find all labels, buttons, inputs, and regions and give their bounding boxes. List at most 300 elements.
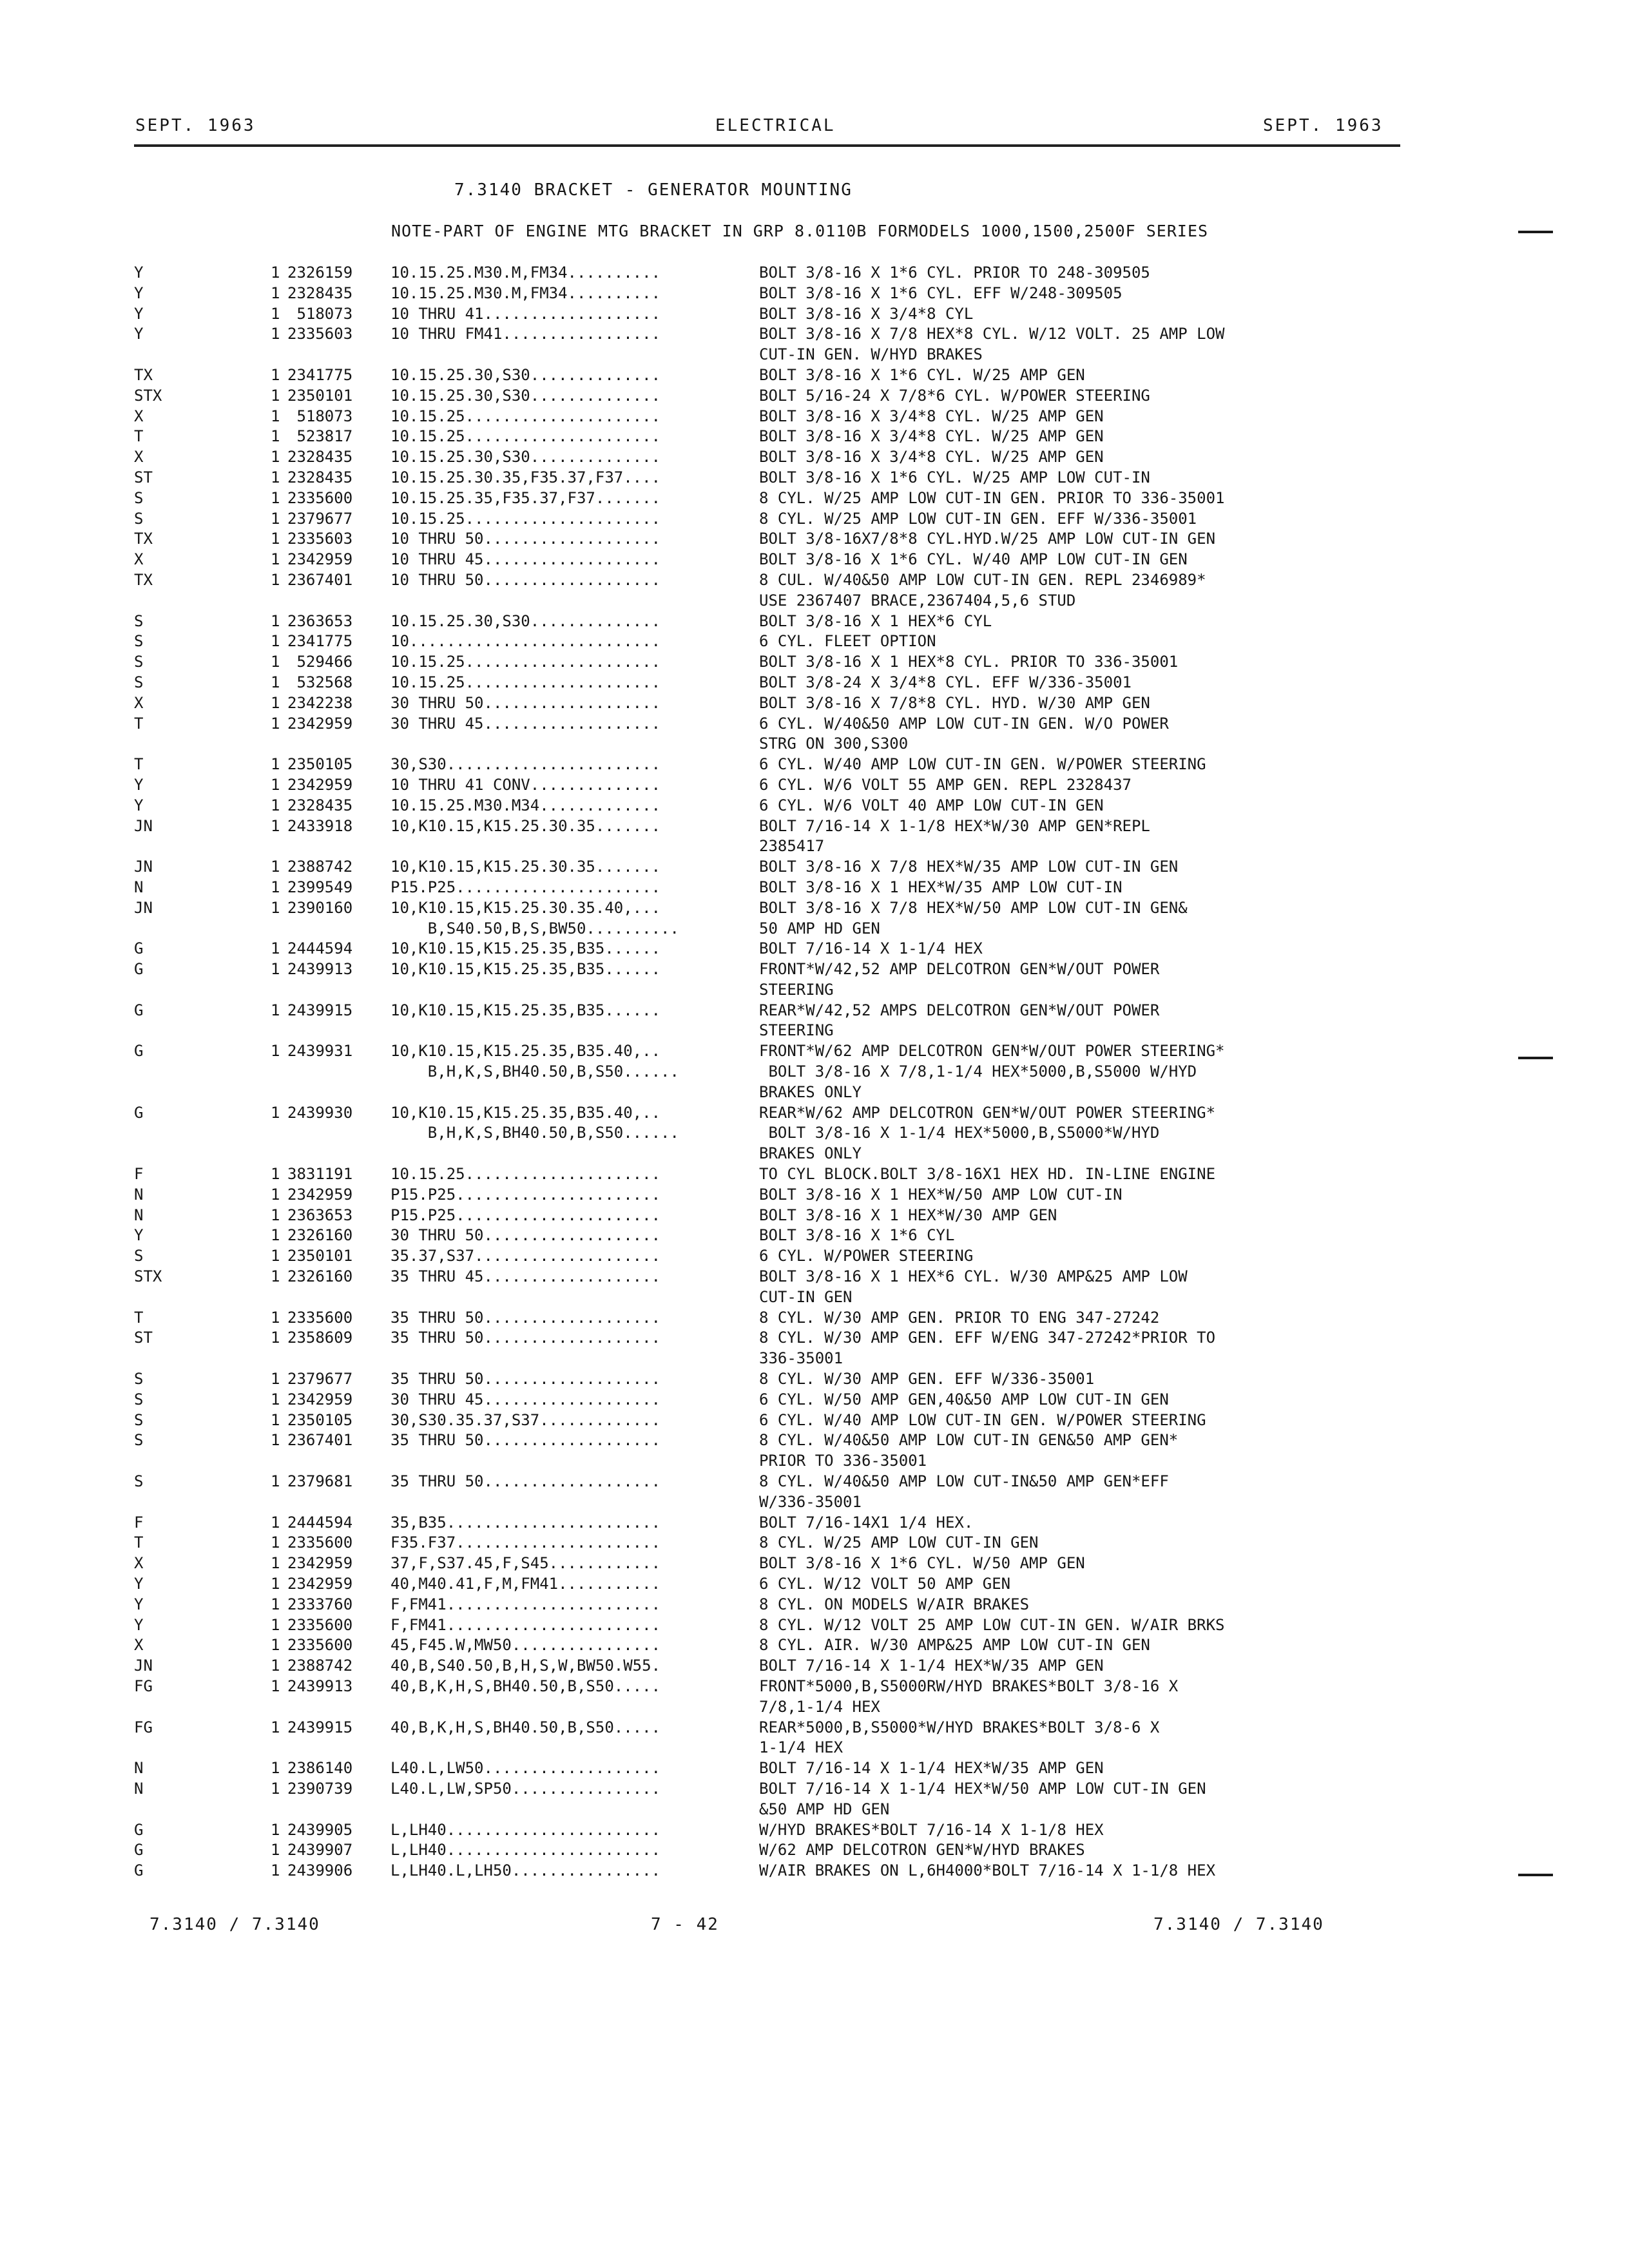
model-applicability: B,H,K,S,BH40.50,B,S50......	[390, 1124, 679, 1142]
part-description: BOLT 3/8-16 X 1*6 CYL. PRIOR TO 248-309505	[759, 264, 1150, 282]
quantity: 1	[271, 1759, 280, 1778]
parts-row	[0, 550, 1629, 570]
parts-row	[0, 714, 1629, 735]
part-description: REAR*W/62 AMP DELCOTRON GEN*W/OUT POWER STEERING*	[759, 1103, 1216, 1122]
model-code: G	[134, 1841, 144, 1860]
parts-row	[0, 939, 1629, 959]
model-code: G	[134, 1042, 144, 1061]
model-applicability: 30,S30.......................	[390, 755, 661, 774]
parts-row	[0, 1656, 1629, 1677]
part-description: BOLT 3/8-16 X 1 HEX*8 CYL. PRIOR TO 336-35001	[759, 653, 1179, 671]
parts-row	[0, 1267, 1629, 1287]
parts-row	[0, 284, 1629, 304]
part-description: BOLT 3/8-16 X 1*6 CYL. EFF W/248-309505	[759, 284, 1123, 302]
part-number: 2335600	[287, 1533, 353, 1552]
model-code: Y	[134, 1595, 144, 1613]
parts-row	[0, 775, 1629, 796]
part-number: 2328435	[287, 284, 353, 302]
quantity: 1	[271, 1615, 280, 1634]
part-description: FRONT*W/42,52 AMP DELCOTRON GEN*W/OUT POWER	[759, 960, 1160, 979]
part-number: 518073	[287, 304, 353, 323]
part-number: 2335600	[287, 1636, 353, 1655]
parts-row	[0, 1123, 1629, 1144]
quantity: 1	[271, 858, 280, 876]
model-applicability: 10.15.25.M30.M34.............	[390, 796, 661, 814]
model-applicability: F35.F37......................	[390, 1533, 661, 1552]
parts-row	[0, 509, 1629, 530]
part-description: 6 CYL. W/12 VOLT 50 AMP GEN	[759, 1575, 1011, 1593]
parts-row	[0, 365, 1629, 386]
part-number: 2342959	[287, 775, 353, 794]
part-number: 2390739	[287, 1779, 353, 1798]
part-description: 8 CYL. W/30 AMP GEN. EFF W/ENG 347-27242*PRIOR TO	[759, 1329, 1216, 1347]
part-number: 2379677	[287, 509, 353, 528]
part-description: 8 CYL. W/40&50 AMP LOW CUT-IN GEN&50 AMP GEN*	[759, 1431, 1179, 1450]
parts-row	[0, 591, 1629, 611]
quantity: 1	[271, 1001, 280, 1019]
model-code: N	[134, 1185, 144, 1204]
model-code: TX	[134, 530, 153, 548]
quantity: 1	[271, 1165, 280, 1184]
part-number: 523817	[287, 427, 353, 446]
quantity: 1	[271, 1820, 280, 1839]
model-code: N	[134, 1779, 144, 1798]
model-code: S	[134, 1247, 144, 1265]
margin-mark	[1518, 1057, 1553, 1059]
model-code: T	[134, 1533, 144, 1552]
parts-row	[0, 1595, 1629, 1615]
model-applicability: 10,K10.15,K15.25.35,B35.40,..	[390, 1042, 661, 1061]
parts-row	[0, 1369, 1629, 1390]
model-applicability: 10.15.25.30,S30..............	[390, 386, 661, 405]
part-number: 2335600	[287, 488, 353, 507]
part-number: 2433918	[287, 816, 353, 835]
model-code: JN	[134, 816, 153, 835]
parts-row	[0, 1328, 1629, 1349]
quantity: 1	[271, 448, 280, 466]
model-applicability: 10,K10.15,K15.25.35,B35.40,..	[390, 1103, 661, 1122]
model-applicability: 10 THRU 41...................	[390, 304, 661, 323]
part-description: REAR*5000,B,S5000*W/HYD BRAKES*BOLT 3/8-6 X	[759, 1718, 1160, 1736]
part-number: 2342959	[287, 1185, 353, 1204]
part-description: 2385417	[759, 837, 825, 856]
parts-row	[0, 1533, 1629, 1553]
part-description: 336-35001	[759, 1349, 843, 1368]
part-number: 2341775	[287, 632, 353, 651]
part-description: W/336-35001	[759, 1492, 862, 1511]
part-number: 2335600	[287, 1615, 353, 1634]
model-code: X	[134, 693, 144, 712]
model-applicability: 40,B,S40.50,B,H,S,W,BW50.W55.	[390, 1657, 661, 1675]
part-number: 2326160	[287, 1267, 353, 1286]
model-applicability: 10.15.25.M30.M,FM34..........	[390, 284, 661, 302]
model-applicability: L40.L,LW,SP50................	[390, 1779, 661, 1798]
part-number: 2399549	[287, 878, 353, 896]
parts-row	[0, 1041, 1629, 1062]
part-number: 2326159	[287, 264, 353, 282]
parts-row	[0, 1308, 1629, 1329]
part-description: 7/8,1-1/4 HEX	[759, 1697, 880, 1716]
model-code: S	[134, 632, 144, 651]
model-code: X	[134, 407, 144, 425]
part-number: 2328435	[287, 468, 353, 486]
parts-row	[0, 857, 1629, 878]
part-description: CUT-IN GEN	[759, 1287, 853, 1306]
parts-row	[0, 1246, 1629, 1267]
parts-row	[0, 673, 1629, 693]
part-number: 532568	[287, 673, 353, 691]
model-applicability: 10 THRU 41 CONV..............	[390, 775, 661, 794]
model-applicability: 35 THRU 50...................	[390, 1329, 661, 1347]
model-applicability: 10.15.25.....................	[390, 673, 661, 691]
part-description: BOLT 3/8-16 X 1*6 CYL. W/25 AMP GEN	[759, 365, 1085, 384]
part-description: BOLT 5/16-24 X 7/8*6 CYL. W/POWER STEERING	[759, 386, 1150, 405]
parts-row	[0, 1492, 1629, 1513]
part-description: 8 CYL. W/25 AMP LOW CUT-IN GEN. PRIOR TO 336-35001	[759, 488, 1225, 507]
model-code: STX	[134, 1267, 162, 1286]
model-applicability: 30 THRU 50...................	[390, 693, 661, 712]
model-applicability: 35.37,S37....................	[390, 1247, 661, 1265]
model-code: G	[134, 1103, 144, 1122]
parts-row	[0, 816, 1629, 837]
parts-row	[0, 1001, 1629, 1021]
quantity: 1	[271, 1206, 280, 1224]
parts-row	[0, 447, 1629, 468]
quantity: 1	[271, 1636, 280, 1655]
part-number: 2350105	[287, 755, 353, 774]
part-number: 2342959	[287, 550, 353, 569]
part-description: BOLT 3/8-16 X 7/8*8 CYL. HYD. W/30 AMP GEN	[759, 693, 1150, 712]
parts-row	[0, 407, 1629, 427]
model-code: F	[134, 1513, 144, 1532]
quantity: 1	[271, 1410, 280, 1429]
part-description: 8 CYL. W/12 VOLT 25 AMP LOW CUT-IN GEN. W/AIR BRKS	[759, 1615, 1225, 1634]
part-number: 2439930	[287, 1103, 353, 1122]
quantity: 1	[271, 653, 280, 671]
section-title: 7.3140 BRACKET - GENERATOR MOUNTING	[454, 180, 853, 200]
part-number: 2363653	[287, 1206, 353, 1224]
quantity: 1	[271, 939, 280, 958]
parts-row	[0, 570, 1629, 591]
part-number: 529466	[287, 653, 353, 671]
parts-row	[0, 1062, 1629, 1082]
parts-row	[0, 324, 1629, 345]
quantity: 1	[271, 898, 280, 917]
part-description: BOLT 3/8-16 X 1 HEX*6 CYL. W/30 AMP&25 AMP LOW	[759, 1267, 1188, 1286]
model-applicability: 10 THRU 50...................	[390, 570, 661, 589]
part-description: 6 CYL. W/50 AMP GEN,40&50 AMP LOW CUT-IN GEN	[759, 1390, 1169, 1408]
parts-row	[0, 1390, 1629, 1410]
parts-row	[0, 1758, 1629, 1779]
model-code: S	[134, 653, 144, 671]
part-description: BOLT 3/8-16 X 1-1/4 HEX*5000,B,S5000*W/HYD	[759, 1124, 1160, 1142]
quantity: 1	[271, 816, 280, 835]
model-applicability: F,FM41.......................	[390, 1595, 661, 1613]
quantity: 1	[271, 878, 280, 896]
part-description: 6 CYL. W/40 AMP LOW CUT-IN GEN. W/POWER STEERING	[759, 1410, 1206, 1429]
parts-row	[0, 1615, 1629, 1636]
model-applicability: 10...........................	[390, 632, 661, 651]
model-applicability: 35,B35.......................	[390, 1513, 661, 1532]
model-applicability: P15.P25......................	[390, 1206, 661, 1224]
quantity: 1	[271, 1185, 280, 1204]
parts-list	[0, 263, 1629, 1881]
model-code: Y	[134, 304, 144, 323]
quantity: 1	[271, 1841, 280, 1860]
parts-row	[0, 1574, 1629, 1595]
model-code: F	[134, 1165, 144, 1184]
part-description: STRG ON 300,S300	[759, 735, 909, 753]
part-description: FRONT*5000,B,S5000RW/HYD BRAKES*BOLT 3/8-16 X	[759, 1677, 1179, 1695]
part-description: BOLT 3/8-16 X 7/8 HEX*8 CYL. W/12 VOLT. 25 AMP LOW	[759, 325, 1225, 343]
parts-row	[0, 754, 1629, 775]
model-code: S	[134, 673, 144, 691]
part-description: 6 CYL. W/POWER STEERING	[759, 1247, 974, 1265]
model-applicability: L40.L,LW50...................	[390, 1759, 661, 1778]
page-number: 7 - 42	[651, 1915, 719, 1934]
part-description: USE 2367407 BRACE,2367404,5,6 STUD	[759, 591, 1076, 610]
model-code: JN	[134, 1657, 153, 1675]
margin-mark	[1518, 1874, 1553, 1876]
model-applicability: 45,F45.W,MW50................	[390, 1636, 661, 1655]
model-code: Y	[134, 284, 144, 302]
part-number: 2439915	[287, 1001, 353, 1019]
part-description: BOLT 7/16-14 X 1-1/4 HEX*W/35 AMP GEN	[759, 1657, 1104, 1675]
part-description: BOLT 3/8-16 X 1 HEX*6 CYL	[759, 611, 992, 630]
part-description: FRONT*W/62 AMP DELCOTRON GEN*W/OUT POWER STEERING*	[759, 1042, 1225, 1061]
quantity: 1	[271, 1247, 280, 1265]
model-code: ST	[134, 1329, 153, 1347]
model-applicability: 10 THRU 50...................	[390, 530, 661, 548]
quantity: 1	[271, 1390, 280, 1408]
parts-row	[0, 611, 1629, 632]
parts-row	[0, 693, 1629, 714]
part-description: BOLT 3/8-16 X 1*6 CYL	[759, 1226, 955, 1245]
parts-row	[0, 488, 1629, 509]
model-code: S	[134, 1370, 144, 1389]
part-number: 2379677	[287, 1370, 353, 1389]
parts-row	[0, 1021, 1629, 1041]
model-code: N	[134, 878, 144, 896]
parts-row	[0, 1144, 1629, 1164]
parts-row	[0, 1082, 1629, 1103]
part-description: BOLT 3/8-16 X 3/4*8 CYL. W/25 AMP GEN	[759, 407, 1104, 425]
part-number: 2388742	[287, 1657, 353, 1675]
model-applicability: 10.15.25.30,S30..............	[390, 611, 661, 630]
footer-ref-right: 7.3140 / 7.3140	[1153, 1915, 1324, 1934]
part-description: 8 CUL. W/40&50 AMP LOW CUT-IN GEN. REPL 2346989*	[759, 570, 1206, 589]
model-code: ST	[134, 468, 153, 486]
quantity: 1	[271, 325, 280, 343]
parts-row	[0, 959, 1629, 980]
part-number: 2363653	[287, 611, 353, 630]
part-number: 2342959	[287, 1575, 353, 1593]
part-description: BOLT 3/8-24 X 3/4*8 CYL. EFF W/336-35001	[759, 673, 1132, 691]
model-applicability: P15.P25......................	[390, 1185, 661, 1204]
model-code: X	[134, 1554, 144, 1573]
quantity: 1	[271, 1308, 280, 1327]
quantity: 1	[271, 570, 280, 589]
part-description: BRAKES ONLY	[759, 1082, 862, 1101]
parts-row	[0, 836, 1629, 857]
parts-row	[0, 529, 1629, 550]
model-applicability: P15.P25......................	[390, 878, 661, 896]
model-code: X	[134, 1636, 144, 1655]
model-code: Y	[134, 1615, 144, 1634]
parts-row	[0, 1472, 1629, 1492]
part-number: 2390160	[287, 898, 353, 917]
model-applicability: 10.15.25.....................	[390, 653, 661, 671]
part-description: STEERING	[759, 1021, 834, 1040]
part-description: BOLT 7/16-14 X 1-1/4 HEX*W/50 AMP LOW CUT-IN GEN	[759, 1779, 1206, 1798]
part-description: CUT-IN GEN. W/HYD BRAKES	[759, 345, 983, 364]
parts-row	[0, 427, 1629, 447]
part-number: 3831191	[287, 1165, 353, 1184]
part-number: 2444594	[287, 1513, 353, 1532]
footer-ref-left: 7.3140 / 7.3140	[149, 1915, 320, 1934]
part-description: BRAKES ONLY	[759, 1144, 862, 1163]
model-code: T	[134, 427, 144, 446]
model-applicability: 30 THRU 45...................	[390, 1390, 661, 1408]
part-number: 2333760	[287, 1595, 353, 1613]
part-description: BOLT 7/16-14X1 1/4 HEX.	[759, 1513, 974, 1532]
model-code: JN	[134, 898, 153, 917]
part-description: 6 CYL. FLEET OPTION	[759, 632, 936, 651]
part-number: 2341775	[287, 365, 353, 384]
part-description: W/HYD BRAKES*BOLT 7/16-14 X 1-1/8 HEX	[759, 1820, 1104, 1839]
margin-mark	[1518, 231, 1553, 233]
model-code: T	[134, 755, 144, 774]
quantity: 1	[271, 509, 280, 528]
quantity: 1	[271, 632, 280, 651]
model-code: S	[134, 1472, 144, 1491]
part-number: 2388742	[287, 858, 353, 876]
quantity: 1	[271, 530, 280, 548]
parts-row	[0, 1635, 1629, 1656]
part-number: 2335600	[287, 1308, 353, 1327]
model-code: Y	[134, 796, 144, 814]
parts-row	[0, 1820, 1629, 1841]
model-applicability: L,LH40.L,LH50................	[390, 1861, 661, 1880]
model-code: STX	[134, 386, 162, 405]
part-number: 2335603	[287, 530, 353, 548]
model-code: S	[134, 488, 144, 507]
model-applicability: 10.15.25.35,F35.37,F37.......	[390, 488, 661, 507]
part-number: 2439913	[287, 1677, 353, 1695]
model-code: G	[134, 1001, 144, 1019]
part-description: BOLT 7/16-14 X 1-1/8 HEX*W/30 AMP GEN*REPL	[759, 816, 1150, 835]
model-code: G	[134, 960, 144, 979]
header-date-left: SEPT. 1963	[135, 116, 256, 135]
part-description: BOLT 3/8-16 X 3/4*8 CYL	[759, 304, 974, 323]
parts-row	[0, 1779, 1629, 1800]
quantity: 1	[271, 1103, 280, 1122]
parts-row	[0, 1287, 1629, 1308]
model-applicability: 10.15.25.....................	[390, 509, 661, 528]
parts-row	[0, 1103, 1629, 1124]
model-applicability: 40,B,K,H,S,BH40.50,B,S50.....	[390, 1677, 661, 1695]
model-applicability: L,LH40.......................	[390, 1841, 661, 1860]
parts-row	[0, 1164, 1629, 1185]
quantity: 1	[271, 550, 280, 569]
parts-row	[0, 468, 1629, 488]
part-number: 2439931	[287, 1042, 353, 1061]
parts-row	[0, 386, 1629, 407]
part-description: 8 CYL. W/30 AMP GEN. PRIOR TO ENG 347-27242	[759, 1308, 1160, 1327]
model-code: TX	[134, 365, 153, 384]
model-applicability: 10.15.25.30,S30..............	[390, 365, 661, 384]
part-number: 2342238	[287, 693, 353, 712]
parts-row	[0, 1225, 1629, 1246]
part-description: 6 CYL. W/6 VOLT 40 AMP LOW CUT-IN GEN	[759, 796, 1104, 814]
parts-row	[0, 1206, 1629, 1226]
model-applicability: 40,M40.41,F,M,FM41...........	[390, 1575, 661, 1593]
quantity: 1	[271, 693, 280, 712]
part-description: TO CYL BLOCK.BOLT 3/8-16X1 HEX HD. IN-LINE ENGINE	[759, 1165, 1216, 1184]
parts-row	[0, 652, 1629, 673]
model-applicability: 10,K10.15,K15.25.35,B35......	[390, 1001, 661, 1019]
quantity: 1	[271, 1554, 280, 1573]
model-applicability: F,FM41.......................	[390, 1615, 661, 1634]
parts-row	[0, 304, 1629, 325]
part-description: BOLT 3/8-16 X 1 HEX*W/30 AMP GEN	[759, 1206, 1057, 1224]
part-number: 2342959	[287, 1554, 353, 1573]
model-applicability: 35 THRU 50...................	[390, 1472, 661, 1491]
section-note: NOTE-PART OF ENGINE MTG BRACKET IN GRP 8.0110B FORMODELS 1000,1500,2500F SERIES	[391, 222, 1209, 240]
part-description: W/AIR BRAKES ON L,6H4000*BOLT 7/16-14 X 1-1/8 HEX	[759, 1861, 1216, 1880]
part-number: 2328435	[287, 448, 353, 466]
part-number: 2358609	[287, 1329, 353, 1347]
model-code: S	[134, 1390, 144, 1408]
model-applicability: 35 THRU 50...................	[390, 1308, 661, 1327]
model-code: N	[134, 1759, 144, 1778]
model-code: Y	[134, 775, 144, 794]
part-description: 8 CYL. W/40&50 AMP LOW CUT-IN&50 AMP GEN*EFF	[759, 1472, 1169, 1491]
part-description: REAR*W/42,52 AMPS DELCOTRON GEN*W/OUT POWER	[759, 1001, 1160, 1019]
part-number: 2350101	[287, 1247, 353, 1265]
quantity: 1	[271, 468, 280, 486]
model-applicability: 30 THRU 45...................	[390, 714, 661, 733]
part-description: 8 CYL. AIR. W/30 AMP&25 AMP LOW CUT-IN GEN	[759, 1636, 1150, 1655]
part-number: 2342959	[287, 714, 353, 733]
quantity: 1	[271, 284, 280, 302]
parts-row	[0, 1718, 1629, 1738]
model-applicability: 10.15.25.....................	[390, 1165, 661, 1184]
part-description: 6 CYL. W/6 VOLT 55 AMP GEN. REPL 2328437	[759, 775, 1132, 794]
quantity: 1	[271, 1657, 280, 1675]
model-applicability: 10.15.25.30.35,F35.37,F37....	[390, 468, 661, 486]
model-code: S	[134, 1431, 144, 1450]
header-rule	[134, 144, 1400, 147]
part-description: BOLT 3/8-16X7/8*8 CYL.HYD.W/25 AMP LOW CUT-IN GEN	[759, 530, 1216, 548]
part-description: BOLT 3/8-16 X 1 HEX*W/35 AMP LOW CUT-IN	[759, 878, 1123, 896]
model-applicability: 10.15.25.....................	[390, 427, 661, 446]
part-description: BOLT 3/8-16 X 1*6 CYL. W/40 AMP LOW CUT-IN GEN	[759, 550, 1188, 569]
quantity: 1	[271, 365, 280, 384]
part-number: 2379681	[287, 1472, 353, 1491]
parts-row	[0, 1553, 1629, 1574]
model-applicability: 10.15.25.M30.M,FM34..........	[390, 264, 661, 282]
model-code: FG	[134, 1718, 153, 1736]
model-applicability: 10,K10.15,K15.25.30.35.40,...	[390, 898, 661, 917]
quantity: 1	[271, 427, 280, 446]
model-applicability: 37,F,S37.45,F,S45............	[390, 1554, 661, 1573]
parts-row	[0, 1185, 1629, 1206]
quantity: 1	[271, 488, 280, 507]
quantity: 1	[271, 1718, 280, 1736]
quantity: 1	[271, 386, 280, 405]
parts-row	[0, 1800, 1629, 1820]
